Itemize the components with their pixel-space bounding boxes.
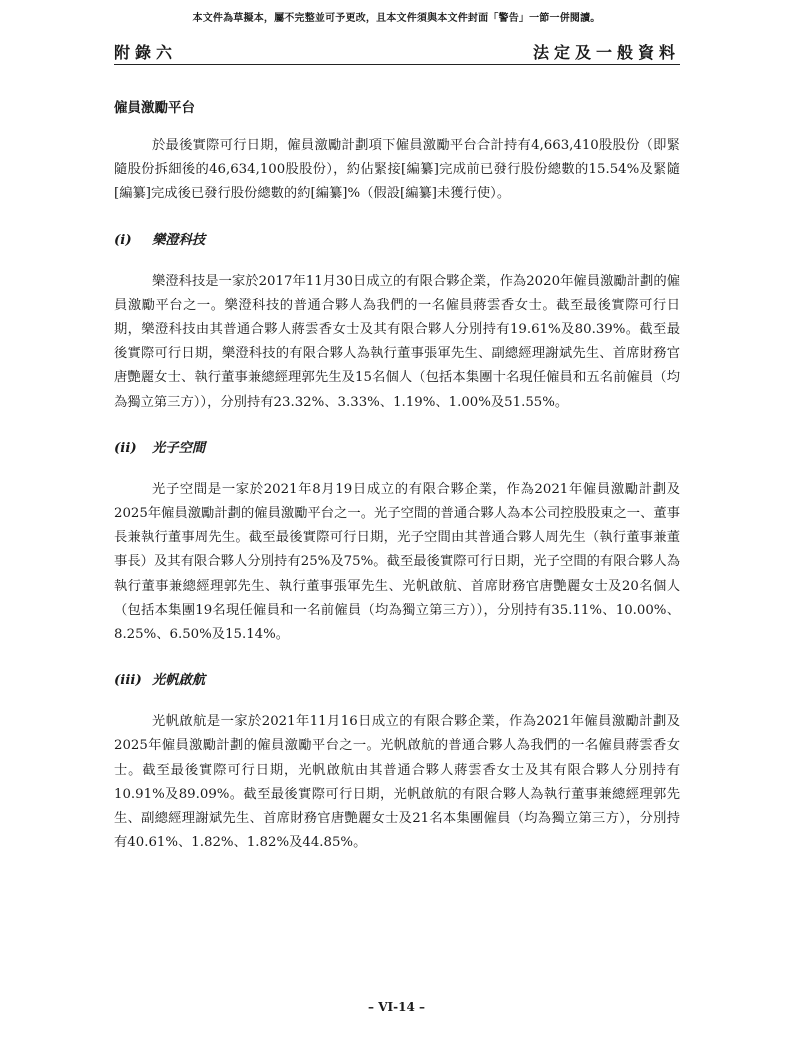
subsection-heading-1 [114,229,680,248]
subsection-title: 樂澄科技 [152,232,206,248]
section-title: 僱員激勵平台 [114,100,195,116]
page-header [114,40,680,64]
appendix-label: 附錄六 [114,43,178,62]
subsection-paragraph-1: 樂澄科技是一家於2017年11月30日成立的有限合夥企業，作為2020年僱員激勵計劃的僱員激勵平台之一。樂澄科技的普通合夥人為我們的一名僱員蔣雲香女士。截至最後實際可行日期，樂澄科技由其普通合夥人蔣雲香女士及其有限合夥人分別持有19.61%及80.39%。截至最後實際可行日期，樂澄科技的有限合夥人為執行董事張軍先生、副總經理謝斌先生、首席財務官唐艷麗女士、執行董事兼總經理郭先生及15名個人（包括本集團十名現任僱員和五名前僱員（均為獨立第三方）），分別持有23.32%、3.33%、1.19%、1.00%及51.55%。 [114,273,680,410]
subsection-number: (iii) [114,673,142,689]
subsection-number: (i) [114,232,132,248]
subsection-heading-3 [114,669,680,688]
page-number: – VI-14 – [368,1000,425,1014]
subsection-heading-2 [114,437,680,456]
page-body [114,96,680,855]
subsection-paragraph-3: 光帆啟航是一家於2021年11月16日成立的有限合夥企業，作為2021年僱員激勵計劃及2025年僱員激勵計劃的僱員激勵平台之一。光帆啟航的普通合夥人為我們的一名僱員蔣雲香女士。截至最後實際可行日期，光帆啟航由其普通合夥人蔣雲香女士及其有限合夥人分別持有10.91%及89.09%。截至最後實際可行日期，光帆啟航的有限合夥人為執行董事兼總經理郭先生、副總經理謝斌先生、首席財務官唐艷麗女士及21名本集團僱員（均為獨立第三方），分別持有40.61%、1.82%、1.82%及44.85%。 [114,714,680,851]
draft-disclaimer: 本文件為草擬本，屬不完整並可予更改，且本文件須與本文件封面「警告」一節一併閱讀。 [192,13,601,24]
subsection-paragraph-2: 光子空間是一家於2021年8月19日成立的有限合夥企業，作為2021年僱員激勵計劃及2025年僱員激勵計劃的僱員激勵平台之一。光子空間的普通合夥人為本公司控股股東之一、董事長兼執行董事周先生。截至最後實際可行日期，光子空間由其普通合夥人周先生（執行董事兼董事長）及其有限合夥人分別持有25%及75%。截至最後實際可行日期，光子空間的有限合夥人為執行董事兼總經理郭先生、執行董事張軍先生、光帆啟航、首席財務官唐艷麗女士及20名個人（包括本集團19名現任僱員和一名前僱員（均為獨立第三方）），分別持有35.11%、10.00%、8.25%、6.50%及15.14%。 [114,481,680,643]
intro-paragraph: 於最後實際可行日期，僱員激勵計劃項下僱員激勵平台合計持有4,663,410股股份（即緊隨股份拆細後的46,634,100股股份），約佔緊接[編纂]完成前已發行股份總數的15.54%及緊隨[編纂]完成後已發行股份總數的約[編纂]%（假設[編纂]未獲行使）。 [114,138,680,202]
subsection-title: 光子空間 [152,440,206,456]
subsection-number: (ii) [114,440,137,456]
header-divider [114,64,680,65]
header-section-title: 法定及一般資料 [532,43,680,62]
subsection-title: 光帆啟航 [152,673,206,689]
